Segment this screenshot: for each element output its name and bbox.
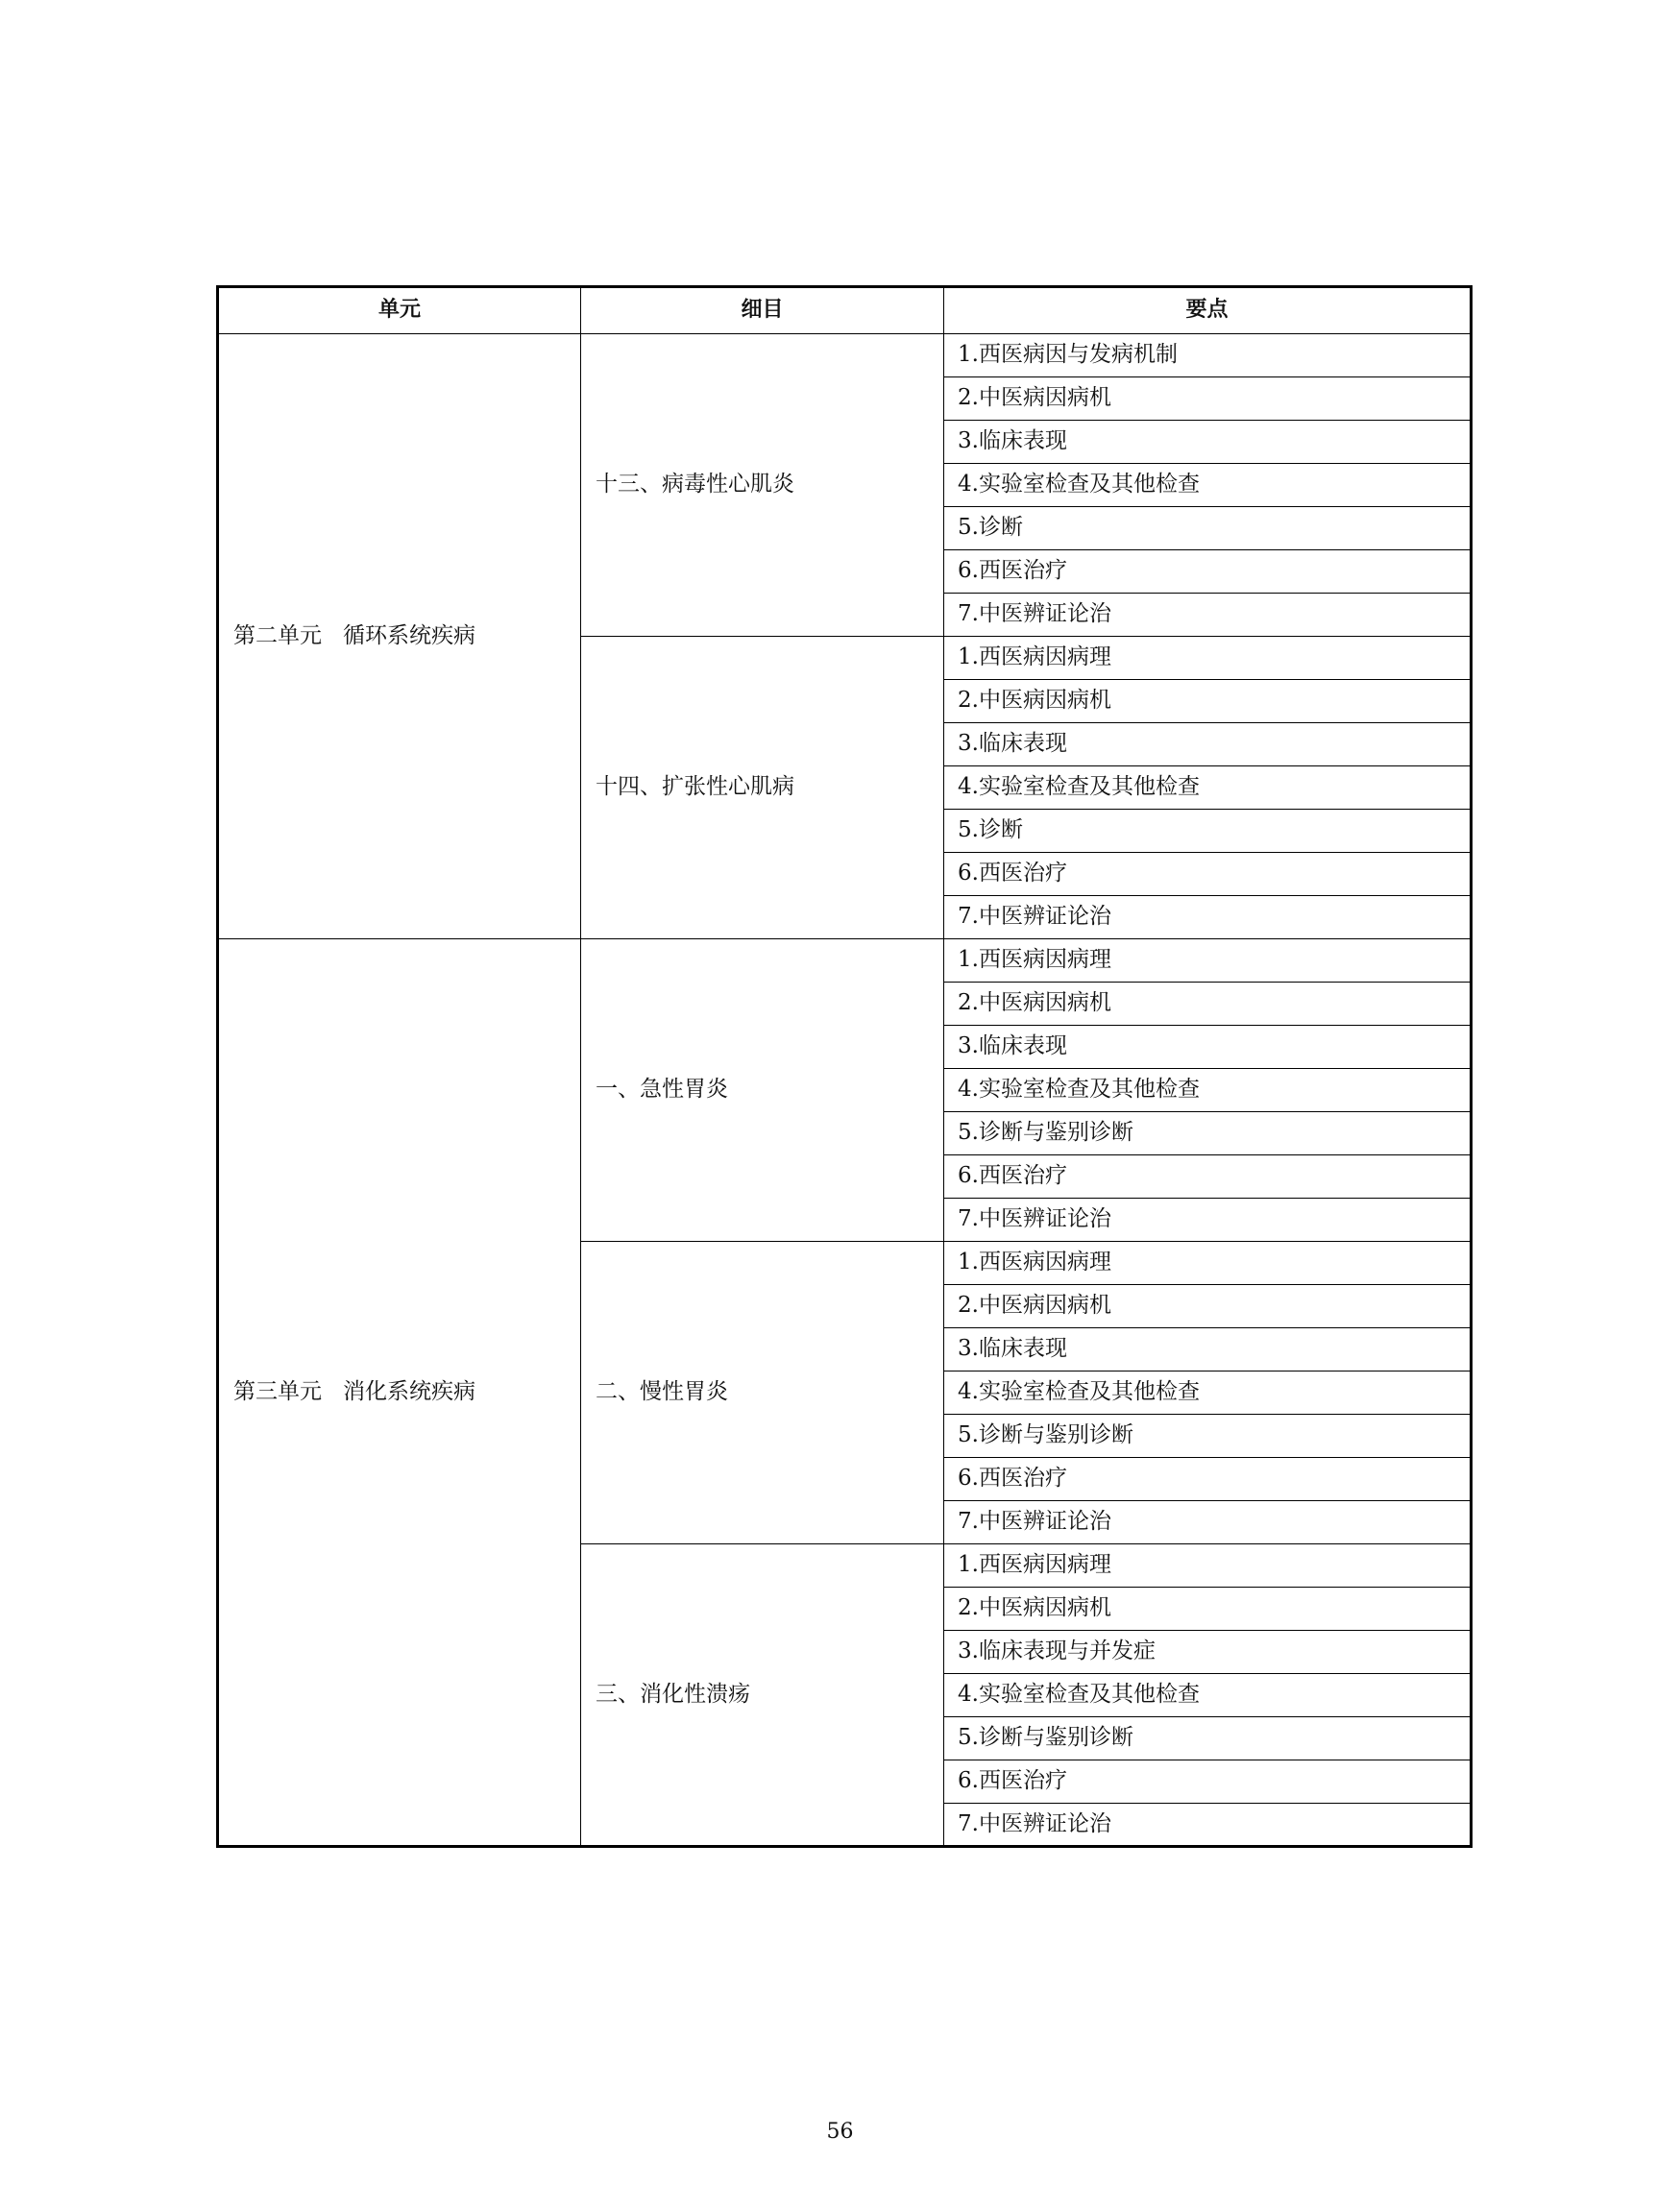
- point-cell: 7.中医辨证论治: [944, 896, 1472, 939]
- point-cell: 3.临床表现: [944, 421, 1472, 464]
- point-cell: 6.西医治疗: [944, 1458, 1472, 1501]
- header-points: 要点: [944, 287, 1472, 334]
- point-cell: 5.诊断与鉴别诊断: [944, 1717, 1472, 1760]
- point-cell: 2.中医病因病机: [944, 1588, 1472, 1631]
- point-cell: 1.西医病因病理: [944, 939, 1472, 983]
- point-cell: 2.中医病因病机: [944, 680, 1472, 723]
- point-cell: 3.临床表现: [944, 1328, 1472, 1372]
- point-cell: 3.临床表现: [944, 723, 1472, 766]
- item-cell: 三、消化性溃疡: [581, 1544, 944, 1847]
- point-cell: 1.西医病因病理: [944, 1242, 1472, 1285]
- point-cell: 7.中医辨证论治: [944, 1804, 1472, 1847]
- point-cell: 6.西医治疗: [944, 853, 1472, 896]
- point-cell: 7.中医辨证论治: [944, 1199, 1472, 1242]
- point-cell: 3.临床表现与并发症: [944, 1631, 1472, 1674]
- syllabus-table: [216, 285, 1473, 1848]
- unit-title: 循环系统疾病: [343, 622, 475, 648]
- point-cell: 3.临床表现: [944, 1026, 1472, 1069]
- unit-cell: [218, 334, 581, 939]
- table-row: [218, 939, 1472, 983]
- item-cell: 十三、病毒性心肌炎: [581, 334, 944, 637]
- point-cell: 2.中医病因病机: [944, 377, 1472, 421]
- point-cell: 7.中医辨证论治: [944, 1501, 1472, 1544]
- point-cell: 1.西医病因与发病机制: [944, 334, 1472, 377]
- point-cell: 6.西医治疗: [944, 1155, 1472, 1199]
- point-cell: 6.西医治疗: [944, 1760, 1472, 1804]
- point-cell: 5.诊断: [944, 810, 1472, 853]
- header-row: [218, 287, 1472, 334]
- unit-cell: [218, 939, 581, 1847]
- item-cell: 十四、扩张性心肌病: [581, 637, 944, 939]
- point-cell: 2.中医病因病机: [944, 1285, 1472, 1328]
- header-item: 细目: [581, 287, 944, 334]
- point-cell: 5.诊断与鉴别诊断: [944, 1415, 1472, 1458]
- point-cell: 6.西医治疗: [944, 550, 1472, 594]
- point-cell: 4.实验室检查及其他检查: [944, 1069, 1472, 1112]
- point-cell: 7.中医辨证论治: [944, 594, 1472, 637]
- point-cell: 1.西医病因病理: [944, 637, 1472, 680]
- point-cell: 5.诊断与鉴别诊断: [944, 1112, 1472, 1155]
- point-cell: 4.实验室检查及其他检查: [944, 1674, 1472, 1717]
- point-cell: 4.实验室检查及其他检查: [944, 766, 1472, 810]
- point-cell: 1.西医病因病理: [944, 1544, 1472, 1588]
- item-cell: 一、急性胃炎: [581, 939, 944, 1242]
- point-cell: 5.诊断: [944, 507, 1472, 550]
- point-cell: 4.实验室检查及其他检查: [944, 464, 1472, 507]
- item-cell: 二、慢性胃炎: [581, 1242, 944, 1544]
- point-cell: 2.中医病因病机: [944, 983, 1472, 1026]
- unit-name: 第二单元: [233, 622, 322, 648]
- page-number: 56: [826, 2120, 854, 2144]
- table-row: [218, 334, 1472, 377]
- point-cell: 4.实验室检查及其他检查: [944, 1372, 1472, 1415]
- header-unit: 单元: [218, 287, 581, 334]
- unit-name: 第三单元: [233, 1378, 322, 1404]
- unit-title: 消化系统疾病: [343, 1378, 475, 1404]
